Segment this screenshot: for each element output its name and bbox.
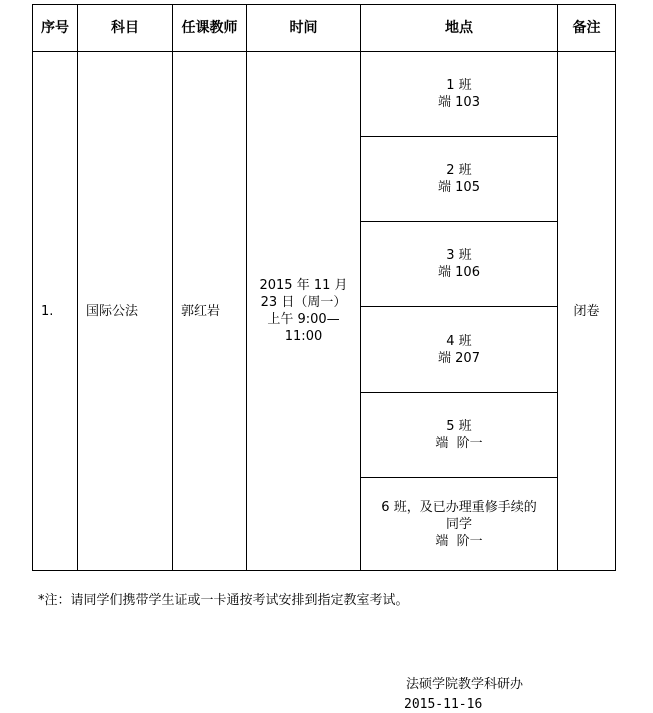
issue-date: 2015-11-16 — [404, 697, 483, 712]
issuing-office: 法硕学院教学科研办 — [405, 677, 523, 692]
header-subject-label: 科目 — [111, 20, 139, 36]
location-cell-3 — [361, 222, 557, 306]
header-location-label: 地点 — [445, 20, 473, 36]
row-subject: 国际公法 — [86, 303, 139, 319]
header-seq-label: 序号 — [41, 20, 69, 36]
location-cell-6 — [361, 478, 557, 570]
time-line: 上午 9:00— — [267, 312, 340, 327]
location-room: 端 105 — [438, 180, 480, 195]
time-line: 23 日（周一） — [260, 295, 347, 310]
location-class: 3 班 — [446, 248, 472, 263]
row-time — [259, 277, 347, 345]
location-class: 4 班 — [446, 333, 472, 349]
row-teacher: 郭红岩 — [181, 303, 221, 319]
row-seq-cell — [33, 52, 77, 570]
header-teacher-label: 任课教师 — [181, 20, 238, 36]
location-class: 5 班 — [446, 419, 472, 434]
header-time-label: 时间 — [289, 20, 318, 36]
time-line: 2015 年 11 月 — [259, 278, 348, 293]
header-time — [247, 5, 360, 51]
location-class: 6 班，及已办理重修手续的 — [381, 499, 537, 515]
location-room: 端 阶一 — [435, 436, 483, 451]
row-seq: 1. — [41, 303, 54, 319]
location-class: 1 班 — [446, 78, 472, 93]
location-class: 2 班 — [446, 163, 472, 178]
location-cell-4 — [361, 307, 557, 392]
row-subject-cell — [78, 52, 172, 570]
location-cell-5 — [361, 393, 557, 477]
location-room: 端 207 — [438, 350, 480, 366]
location-cell-2 — [361, 137, 557, 221]
header-location — [361, 5, 557, 51]
location-room: 端 阶一 — [435, 533, 483, 549]
location-cell-1 — [361, 52, 557, 136]
header-teacher — [173, 5, 246, 51]
row-remark: 闭卷 — [573, 303, 600, 319]
exam-note: *注：请同学们携带学生证或一卡通按考试安排到指定教室考试。 — [38, 593, 409, 608]
header-remark — [558, 5, 615, 51]
header-subject — [78, 5, 172, 51]
row-teacher-cell — [173, 52, 246, 570]
header-seq — [33, 5, 77, 51]
row-remark-cell — [558, 52, 615, 570]
location-class-cont: 同学 — [445, 516, 472, 532]
header-remark-label: 备注 — [572, 20, 601, 36]
location-room: 端 106 — [438, 265, 480, 280]
time-line: 11:00 — [284, 329, 323, 344]
location-room: 端 103 — [438, 95, 480, 110]
row-time-cell — [247, 52, 360, 570]
